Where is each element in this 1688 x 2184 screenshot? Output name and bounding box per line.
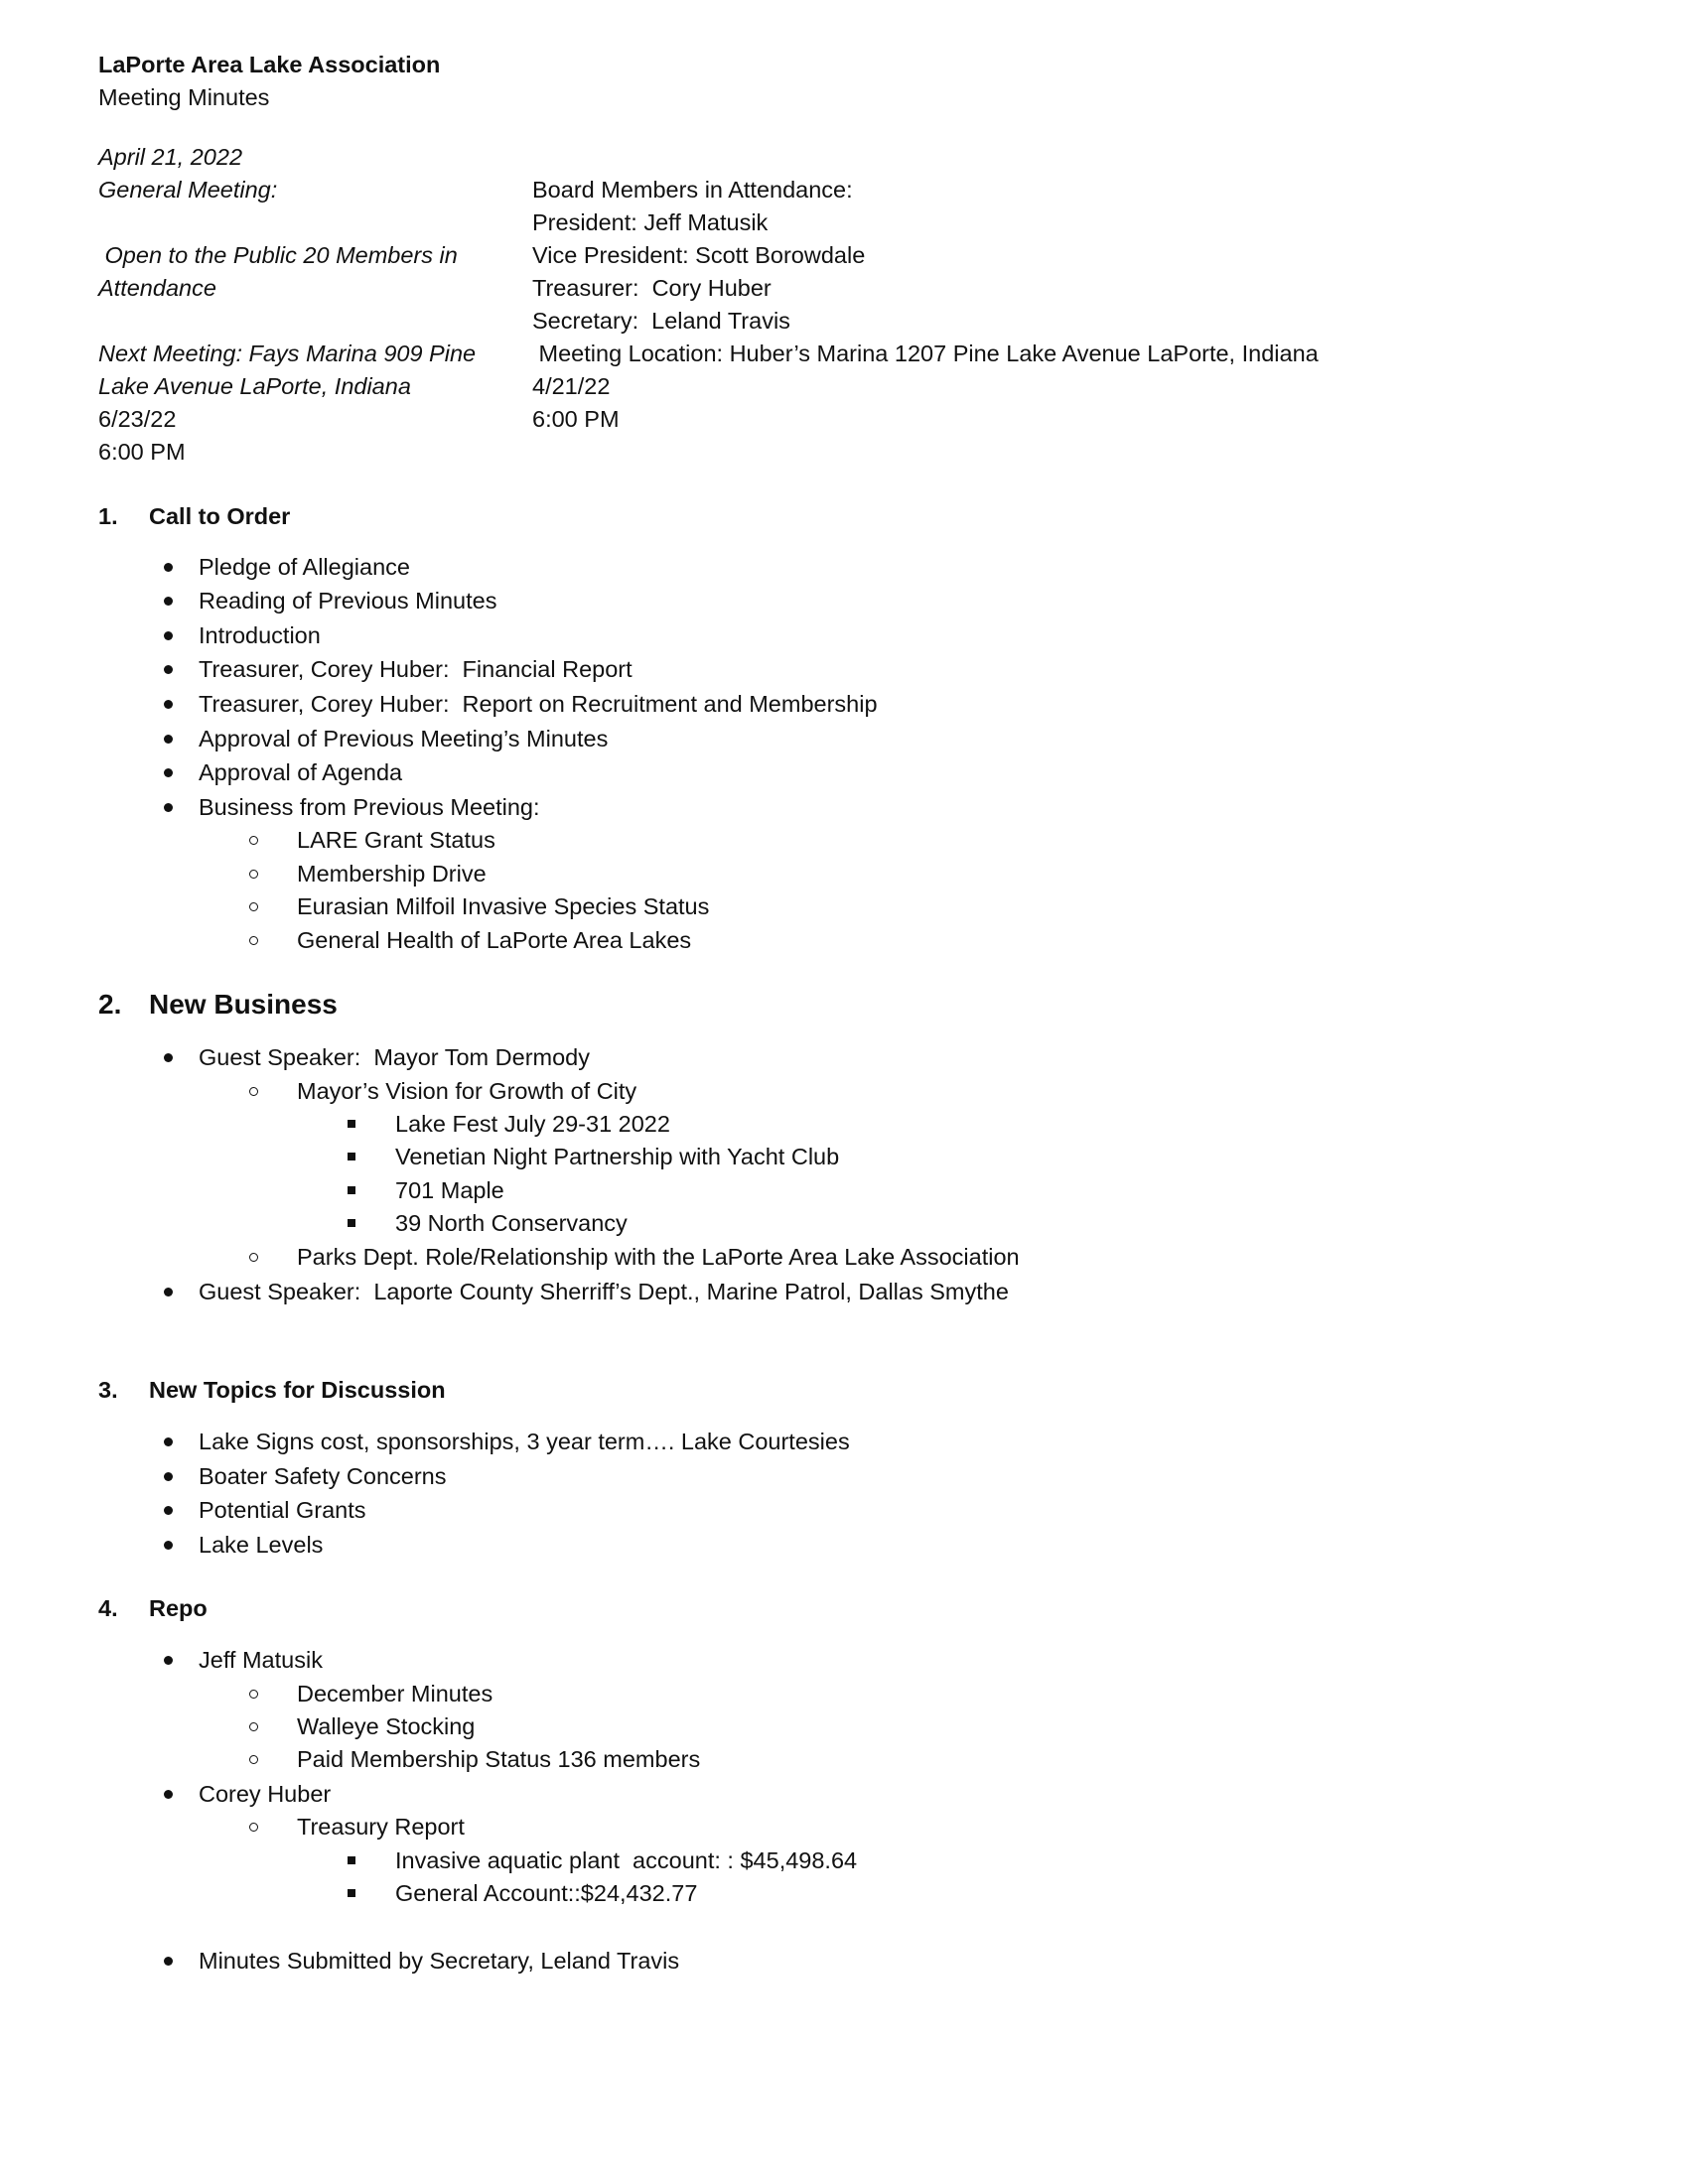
list-item: Potential Grants	[199, 1497, 366, 1523]
sub-list-item: Treasury Report	[297, 1814, 465, 1840]
section-title-new-business: New Business	[149, 989, 338, 1020]
organization-name: LaPorte Area Lake Association	[98, 52, 441, 77]
square-bullet-icon	[348, 1120, 355, 1128]
bullet-icon	[164, 735, 173, 744]
next-meeting-line1: Next Meeting: Fays Marina 909 Pine	[98, 341, 477, 366]
list-item: Corey Huber	[199, 1781, 332, 1807]
list-item: Guest Speaker: Laporte County Sherriff’s Dept., Marine Patrol, Dallas Smythe	[199, 1279, 1009, 1304]
sub-list-item: General Health of LaPorte Area Lakes	[297, 927, 692, 953]
circle-bullet-icon	[249, 1722, 258, 1731]
board-secretary: Secretary: Leland Travis	[532, 308, 790, 334]
sub-sub-list-item: Invasive aquatic plant account: : $45,498.64	[395, 1847, 858, 1873]
board-heading: Board Members in Attendance:	[532, 177, 853, 203]
board-meeting-time: 6:00 PM	[532, 406, 620, 432]
bullet-icon	[164, 563, 173, 572]
bullet-icon	[164, 1506, 173, 1515]
circle-bullet-icon	[249, 1253, 258, 1262]
bullet-icon	[164, 700, 173, 709]
next-meeting-date: 6/23/22	[98, 406, 177, 432]
circle-bullet-icon	[249, 1087, 258, 1096]
sub-list-item: December Minutes	[297, 1681, 493, 1706]
circle-bullet-icon	[249, 1755, 258, 1764]
section-title-call-to-order: Call to Order	[149, 503, 291, 529]
bullet-icon	[164, 1656, 173, 1665]
bullet-icon	[164, 1053, 173, 1062]
section-title-new-topics: New Topics for Discussion	[149, 1377, 446, 1403]
section-title-repo: Repo	[149, 1595, 208, 1621]
circle-bullet-icon	[249, 1690, 258, 1699]
section-number: 3.	[98, 1377, 118, 1403]
list-item: Boater Safety Concerns	[199, 1463, 447, 1489]
section-number: 2.	[98, 989, 122, 1020]
board-meeting-date: 4/21/22	[532, 373, 611, 399]
next-meeting-time: 6:00 PM	[98, 439, 186, 465]
list-item: Lake Signs cost, sponsorships, 3 year term…. Lake Courtesies	[199, 1429, 850, 1454]
document-title: Meeting Minutes	[98, 84, 270, 110]
sub-list-item: Parks Dept. Role/Relationship with the LaPorte Area Lake Association	[297, 1244, 1020, 1270]
list-item: Business from Previous Meeting:	[199, 794, 540, 820]
board-treasurer: Treasurer: Cory Huber	[532, 275, 772, 301]
sub-list-item: LARE Grant Status	[297, 827, 495, 853]
list-item: Lake Levels	[199, 1532, 324, 1558]
bullet-icon	[164, 768, 173, 777]
list-item: Introduction	[199, 622, 321, 648]
circle-bullet-icon	[249, 936, 258, 945]
sub-sub-list-item: 39 North Conservancy	[395, 1210, 628, 1236]
bullet-icon	[164, 597, 173, 606]
sub-sub-list-item: 701 Maple	[395, 1177, 504, 1203]
circle-bullet-icon	[249, 870, 258, 879]
square-bullet-icon	[348, 1153, 355, 1160]
square-bullet-icon	[348, 1219, 355, 1227]
bullet-icon	[164, 1472, 173, 1481]
board-vice-president: Vice President: Scott Borowdale	[532, 242, 866, 268]
square-bullet-icon	[348, 1856, 355, 1864]
public-attendance-line2: Attendance	[98, 275, 216, 301]
board-president: President: Jeff Matusik	[532, 209, 769, 235]
sub-list-item: Membership Drive	[297, 861, 487, 887]
bullet-icon	[164, 631, 173, 640]
circle-bullet-icon	[249, 902, 258, 911]
public-attendance-line1: Open to the Public 20 Members in	[98, 242, 458, 268]
sub-sub-list-item: General Account::$24,432.77	[395, 1880, 698, 1906]
sub-list-item: Paid Membership Status 136 members	[297, 1746, 701, 1772]
sub-list-item: Walleye Stocking	[297, 1713, 476, 1739]
sub-sub-list-item: Venetian Night Partnership with Yacht Club	[395, 1144, 840, 1169]
bullet-icon	[164, 1541, 173, 1550]
bullet-icon	[164, 1957, 173, 1966]
sub-list-item: Eurasian Milfoil Invasive Species Status	[297, 893, 710, 919]
circle-bullet-icon	[249, 836, 258, 845]
meeting-location: Meeting Location: Huber’s Marina 1207 Pine Lake Avenue LaPorte, Indiana	[532, 341, 1319, 366]
sub-sub-list-item: Lake Fest July 29-31 2022	[395, 1111, 670, 1137]
square-bullet-icon	[348, 1186, 355, 1194]
meeting-type: General Meeting:	[98, 177, 278, 203]
square-bullet-icon	[348, 1889, 355, 1897]
bullet-icon	[164, 1288, 173, 1297]
list-item: Minutes Submitted by Secretary, Leland Travis	[199, 1948, 680, 1974]
meeting-date: April 21, 2022	[98, 144, 243, 170]
bullet-icon	[164, 803, 173, 812]
list-item: Treasurer, Corey Huber: Report on Recruitment and Membership	[199, 691, 878, 717]
section-number: 4.	[98, 1595, 118, 1621]
list-item: Guest Speaker: Mayor Tom Dermody	[199, 1044, 590, 1070]
list-item: Approval of Agenda	[199, 759, 403, 785]
bullet-icon	[164, 1790, 173, 1799]
list-item: Jeff Matusik	[199, 1647, 323, 1673]
sub-list-item: Mayor’s Vision for Growth of City	[297, 1078, 637, 1104]
list-item: Treasurer, Corey Huber: Financial Report	[199, 656, 633, 682]
circle-bullet-icon	[249, 1823, 258, 1832]
list-item: Reading of Previous Minutes	[199, 588, 497, 614]
bullet-icon	[164, 665, 173, 674]
next-meeting-line2: Lake Avenue LaPorte, Indiana	[98, 373, 411, 399]
list-item: Pledge of Allegiance	[199, 554, 410, 580]
bullet-icon	[164, 1437, 173, 1446]
list-item: Approval of Previous Meeting’s Minutes	[199, 726, 609, 751]
section-number: 1.	[98, 503, 118, 529]
